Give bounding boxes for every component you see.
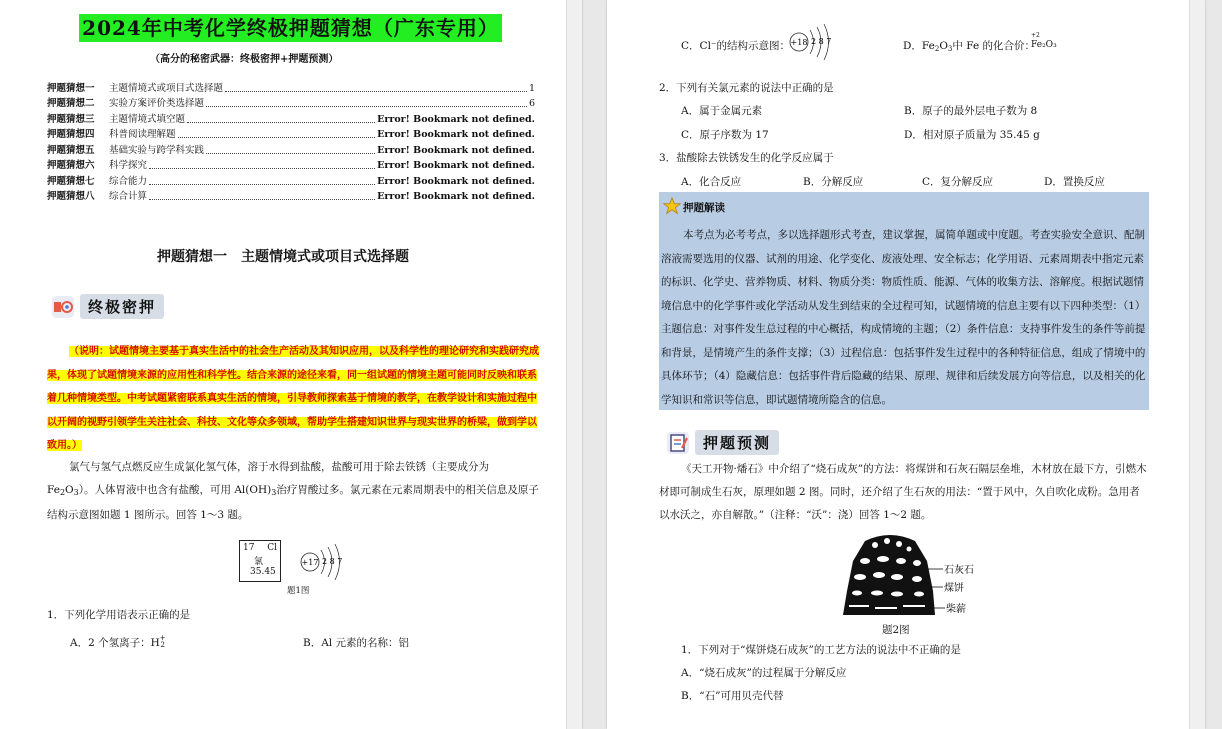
banner-final-pick [52,294,164,319]
notepad-icon [667,432,689,454]
section-heading: 押题猜想一 主题情境式或项目式选择题 [157,249,409,265]
svg-text:煤饼: 煤饼 [944,583,964,594]
option-d[interactable]: D．相对原子质量为 35.45 g [904,129,1040,141]
option-d[interactable]: D．Fe2O3中 Fe 的化合价： [903,40,1035,53]
intro-paragraph: 氯气与氢气点燃反应生成氯化氢气体，溶于水得到盐酸，盐酸可用于除去铁锈（主要成分为 Fe2O3）。人体胃液中也含有盐酸，可用 Al(OH)3治疗胃酸过多。氯元素在元素周期表中的相关信息及原子结构示意图如题 1 图所示。回答 1～3 题。 [47,461,539,521]
option-d[interactable]: D．置换反应 [1044,176,1105,188]
option-a[interactable]: A．“烧石成灰”的过程属于分解反应 [681,667,847,679]
svg-text:+17: +17 [301,558,319,567]
option-b[interactable]: B．原子的最外层电子数为 8 [904,105,1038,117]
option-c[interactable]: C．Cl⁻的结构示意图： [681,40,790,52]
atom-structure-diagram [298,542,350,582]
question-3: 3．盐酸除去铁锈发生的化学反应属于 [659,152,834,164]
option-b[interactable]: B．“石”可用贝壳代替 [681,690,784,702]
toc-row[interactable]: 押题猜想八 综合计算 Error! Bookmark not defined. [47,191,535,202]
toc-row[interactable]: 押题猜想四 科普阅读理解题 Error! Bookmark not defined. [47,129,535,140]
question-2: 2．下列有关氯元素的说法中正确的是 [659,82,834,94]
banner-prediction [667,430,779,455]
option-a[interactable]: A．化合反应 [681,176,742,188]
document-subtitle: （高分的秘密武器：终极密押+押题预测） [150,54,339,65]
toc-row[interactable]: 押题猜想二 实验方案评价类选择题 6 [47,98,535,109]
banner-label: 押题预测 [695,430,779,455]
toc-row[interactable]: 押题猜想一 主题情境式或项目式选择题 1 [47,83,535,94]
svg-text:石灰石: 石灰石 [944,565,974,576]
figure-caption: 题1图 [287,586,310,596]
analysis-text: 本考点为必考考点，多以选择题形式考查，建议掌握，属简单题或中度题。考查实验安全意识、配制溶液需要选用的仪器、试剂的用途、化学变化、废液处理、安全标志；化学用语、元素周期表中指定元素的标识、化学史、营养物质、材料、物质分类：物质性质、能源、气体的收集方法、溶解度。根据试题情境信息中的化学事件或化学活动从发生到结束的全过程可知，试题情境的信息主要有以下四种类型：（1）主题信息：对事件发生总过程的中心概括，构成情境的主题；（2）条件信息：支持事件发生的条件等前提和背景，是情境产生的条件支撑；（3）过程信息：包括事件发生过程中的各种特征信息，组成了情境中的具体环节；（4）隐藏信息：包括事件背后隐藏的结果、原理、规律和后续发展方向等信息，以及相关的化学知识和常识等信息，即试题情境所隐含的信息。 [661,229,1146,406]
periodic-table-cell: 17 Cl 氯 35.45 [239,540,281,582]
banner-label: 终极密押 [80,294,164,319]
highlighted-note: （说明：试题情境主要基于真实生活中的社会生产活动及其知识应用，以及科学性的理论研究和实践研究成果，体现了试题情境来源的应用性和科学性。结合来源的途径来看，同一组试题的情境主题可能同时反映和联系着几种情境类型。中考试题紧密联系真实生活的情境，引导教师探索基于情境的教学，在教学设计和实施过程中以开阔的视野引领学生关注社会、科技、文化等众多领域，帮助学生搭建知识世界与现实世界的桥梁，做到学以致用。） [47,346,539,451]
option-b[interactable]: B．Al 元素的名称：铝 [303,637,409,649]
scrollbar-right[interactable] [1189,0,1205,729]
toc-row[interactable]: 押题猜想三 主题情境式填空题 Error! Bookmark not defined. [47,114,535,125]
option-b[interactable]: B．分解反应 [803,176,864,188]
svg-text:2 8 7: 2 8 7 [322,557,343,566]
svg-text:+18: +18 [790,38,808,47]
toc-row[interactable]: 押题猜想五 基础实验与跨学科实践 Error! Bookmark not defined. [47,145,535,156]
chloride-ion-diagram [787,22,839,62]
scrollbar-left[interactable] [566,0,582,729]
toc-row[interactable]: 押题猜想七 综合能力 Error! Bookmark not defined. [47,176,535,187]
option-a[interactable]: A．属于金属元素 [681,105,763,117]
prediction-question-1: 1．下列对于“煤饼烧石成灰”的工艺方法的说法中不正确的是 [681,644,961,656]
svg-text:柴薪: 柴薪 [946,604,966,615]
option-c[interactable]: C．复分解反应 [922,176,994,188]
lime-kiln-figure [835,531,975,621]
analysis-title: 押题解读 [683,202,725,214]
analysis-box [659,192,1149,410]
document-page-right: C．Cl⁻的结构示意图： +18 2 8 7 D．Fe2O3中 Fe 的化合价： +2 Fe₂O₃ 2．下列有关氯元素的说法中正确的是 A．属于金属元素 B．原子的最外层电子数为 8 C．原子序数为 17 D．相对原子质量为 35.45 g 3．盐酸除去铁锈发生的化学反应属于 A．化合反应 B．分解反应 C．复分解反应 D．置换反应 押题解读 本考点为必考考点，多以选择题形式考查，建议掌握，属简单题或中度题。考查实验安全意识、配制溶液需要选用的仪器、试剂的用途、化学变化、废液处理、安全标志；化学用语、元素周期表中指定元素的标识、化学史、营养物质、材料、物质分类：物质性质、能源、气体的收集方法、溶解度。根据试题情境信息中的化学事件或化学活动从发生到结束的全过程可知，试题情境的信息主要有以下四种类型：（1）主题信息：对事件发生总过程的中心概括，构成情境的主题；（2）条件信息：支持事件发生的条件等前提和背景，是情境产生的条件支撑；（3）过程信息：包括事件发生过程中的各种特征信息，组成了情境中的具体环节；（4）隐藏信息：包括事件背后隐藏的结果、原理、规律和后续发展方向等信息，以及相关的化学知识和常识等信息，即试题情境所隐含的信息。 押题预测 《天工开物·燔石》中介绍了“烧石成灰”的方法：将煤饼和石灰石隔层垒堆，木材放在最下方，引燃木材即可制成生石灰，原理如题 2 图。同时，还介绍了生石灰的用法：“置于风中，久自吹化成粉。急用者以水沃之，亦自解散。”（注释：“沃”：浇）回答 1～2 题。 石灰石 煤饼 柴薪 题2图 1．下列对于“煤饼烧石成灰”的工艺方法的说法中不正确的是 A．“烧石成灰”的过程属于分解反应 B．“石”可用贝壳代替 [607,0,1205,729]
svg-text:2 8 7: 2 8 7 [811,37,832,46]
option-a[interactable]: A．2 个氢离子：H + 2 [70,634,166,649]
figure-caption: 题2图 [882,624,910,636]
passage-paragraph: 《天工开物·燔石》中介绍了“烧石成灰”的方法：将煤饼和石灰石隔层垒堆，木材放在最下方，引燃木材即可制成生石灰，原理如题 2 图。同时，还介绍了生石灰的用法：“置于风中，久自吹化成粉。急用者以水沃之，亦自解散。”（注释：“沃”：浇）回答 1～2 题。 [659,463,1147,521]
star-icon [663,197,681,215]
option-c[interactable]: C．原子序数为 17 [681,129,769,141]
target-icon [52,296,74,318]
question-1: 1．下列化学用语表示正确的是 [47,609,191,621]
document-title: 2024年中考化学终极押题猜想（广东专用） [79,14,502,42]
toc-row[interactable]: 押题猜想六 科学探究 Error! Bookmark not defined. [47,160,535,171]
document-page-left [0,0,582,729]
